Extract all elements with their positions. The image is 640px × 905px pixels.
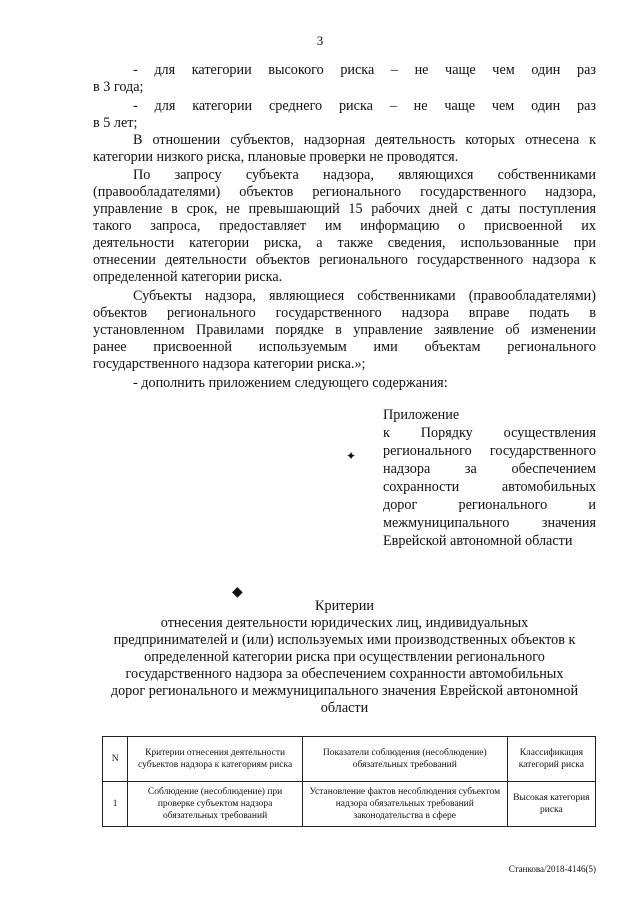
table-cell: 1: [103, 782, 128, 827]
appendix-line: регионального государственного: [383, 443, 596, 459]
criteria-title: Критерии: [315, 598, 374, 614]
document-footer: Станкова/2018-4146(5): [508, 864, 596, 874]
criteria-table: [102, 736, 596, 827]
body-line: ранее присвоенной используемым ими объектам регионального: [93, 339, 596, 355]
scan-mark: ◆: [232, 585, 243, 600]
appendix-title: Приложение: [383, 407, 460, 423]
body-line: - для категории среднего риска – не чаще чем один раз: [133, 98, 596, 114]
body-line: в 3 года;: [93, 79, 144, 95]
body-line: установленном Правилами порядке в управление заявление об изменении: [93, 322, 596, 338]
table-header-cell: Классификация категорий риска: [507, 737, 595, 782]
criteria-line: области: [320, 700, 369, 716]
criteria-line: государственного надзора за обеспечением сохранности автомобильных: [125, 666, 564, 682]
table-cell: Установление фактов несоблюдения субъектом надзора обязательных требований законодательства в сфере: [302, 782, 507, 827]
appendix-line: надзора за обеспечением: [383, 461, 596, 477]
body-line: объектов регионального государственного надзора вправе подать в: [93, 305, 596, 321]
body-line: деятельности категории риска, а также сведения, использованные при: [93, 235, 596, 251]
criteria-line: отнесения деятельности юридических лиц, индивидуальных: [160, 615, 529, 631]
table-cell: Высокая категория риска: [507, 782, 595, 827]
criteria-heading: [93, 598, 596, 717]
table-row: [103, 782, 596, 827]
scan-mark: ✦: [346, 449, 357, 463]
appendix-line: Еврейской автономной области: [383, 533, 573, 549]
table-header-row: [103, 737, 596, 782]
body-line: отнесении деятельности объектов регионального государственного надзора к: [93, 252, 596, 268]
table-header-cell: Показатели соблюдения (несоблюдение) обязательных требований: [302, 737, 507, 782]
body-line: управление в срок, не превышающий 15 рабочих дней с даты поступления: [93, 201, 596, 217]
criteria-line: определенной категории риска при осуществлении регионального: [144, 649, 545, 665]
criteria-line: предпринимателей и (или) используемых ими производственных объектов к: [113, 632, 576, 648]
appendix-line: сохранности автомобильных: [383, 479, 596, 495]
appendix-line: к Порядку осуществления: [383, 425, 596, 441]
criteria-line: дорог регионального и межмуниципального значения Еврейской автономной: [110, 683, 579, 699]
body-line: (правообладателями) объектов регионального государственного надзора,: [93, 184, 596, 200]
table-cell: Соблюдение (несоблюдение) при проверке субъектом надзора обязательных требований: [128, 782, 302, 827]
body-line: В отношении субъектов, надзорная деятельность которых отнесена к: [133, 132, 596, 148]
body-line: категории низкого риска, плановые проверки не проводятся.: [93, 149, 459, 165]
body-line: По запросу субъекта надзора, являющихся собственниками: [133, 167, 596, 183]
appendix-line: дорог регионального и: [383, 497, 596, 513]
body-line: - для категории высокого риска – не чаще чем один раз: [133, 62, 596, 78]
body-line: такого запроса, предоставляет им информацию о присвоенной их: [93, 218, 596, 234]
body-line: в 5 лет;: [93, 115, 138, 131]
appendix-block: [383, 406, 596, 550]
body-line: определенной категории риска.: [93, 269, 283, 285]
body-line: Субъекты надзора, являющиеся собственниками (правообладателями): [133, 288, 596, 304]
page-number: 3: [316, 33, 324, 48]
table-header-cell: Критерии отнесения деятельности субъектов надзора к категориям риска: [128, 737, 302, 782]
appendix-line: межмуниципального значения: [383, 515, 596, 531]
body-line: - дополнить приложением следующего содержания:: [133, 375, 448, 391]
body-line: государственного надзора категории риска.»;: [93, 356, 366, 372]
table-header-cell: N: [103, 737, 128, 782]
